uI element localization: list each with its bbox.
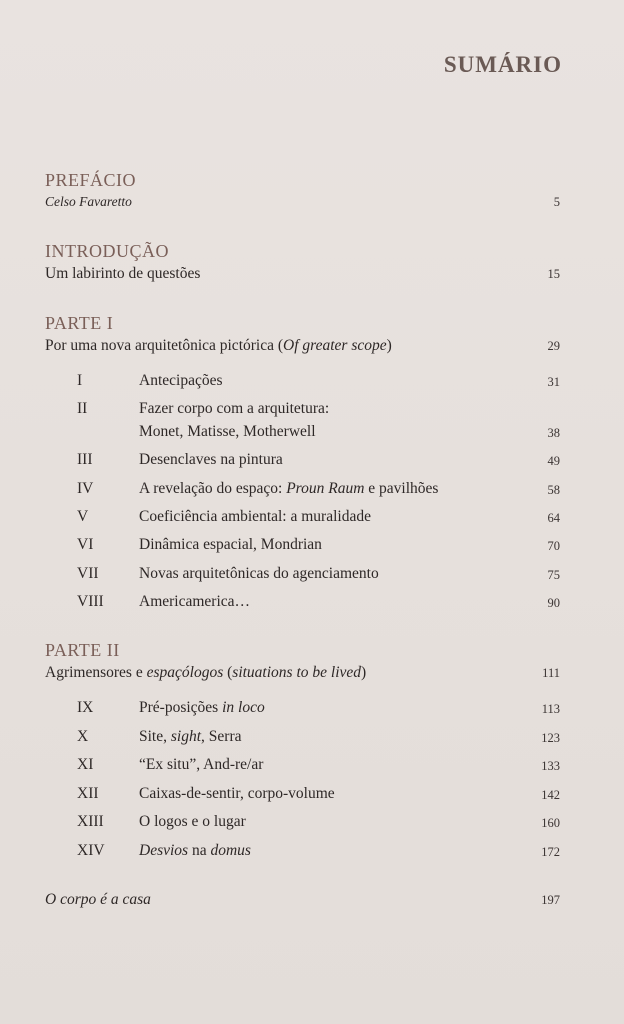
- chapter-number: III: [77, 451, 93, 468]
- parte1-heading: PARTE I: [45, 313, 114, 333]
- page-number: 113: [541, 702, 560, 716]
- parte2-subtitle: Agrimensores e espaçólogos (situations to be lived): [45, 664, 367, 681]
- epilogo-title: O corpo é a casa: [45, 891, 151, 908]
- page-number: 58: [547, 483, 560, 497]
- parte2-heading: PARTE II: [45, 640, 120, 660]
- chapter-number: VII: [77, 565, 99, 582]
- prefacio-line: [45, 194, 560, 210]
- parte2-line: [45, 664, 560, 682]
- page-number: 133: [541, 759, 560, 773]
- page-number: 172: [541, 845, 560, 859]
- page-number: 64: [547, 511, 560, 525]
- prefacio-author: Celso Favaretto: [45, 194, 132, 209]
- page-number: 15: [547, 267, 560, 281]
- chapter-number: IX: [77, 699, 94, 716]
- parte1-subtitle: Por uma nova arquitetônica pictórica (Of greater scope): [45, 337, 392, 354]
- chapter-number: XIV: [77, 842, 105, 859]
- prefacio-heading: PREFÁCIO: [45, 170, 137, 190]
- chapter-number: XII: [77, 785, 99, 802]
- page-number: 38: [547, 426, 560, 440]
- epilogo-line: [45, 891, 560, 909]
- page-number: 90: [547, 596, 560, 610]
- chapter-number: V: [77, 508, 89, 525]
- introducao-heading: INTRODUÇÃO: [45, 241, 169, 261]
- chapter-number: I: [77, 372, 83, 389]
- chapter-title: Coeficiência ambiental: a muralidade: [139, 508, 371, 525]
- chapter-number: X: [77, 728, 89, 745]
- chapter-title: A revelação do espaço: Proun Raum e pavilhões: [139, 480, 439, 497]
- page-number: 142: [541, 788, 560, 802]
- chapter-title: Pré-posições in loco: [139, 699, 265, 716]
- introducao-subtitle: Um labirinto de questões: [45, 265, 201, 282]
- page-number: 111: [542, 666, 560, 680]
- chapter-number: IV: [77, 480, 94, 497]
- chapter-title: Caixas-de-sentir, corpo-volume: [139, 785, 335, 802]
- chapter-title: “Ex situ”, And-re/ar: [139, 756, 264, 773]
- page-number: 29: [547, 339, 560, 353]
- chapter-title: Novas arquitetônicas do agenciamento: [139, 565, 379, 582]
- page-number: 5: [553, 195, 560, 209]
- chapter-number: VI: [77, 536, 94, 553]
- chapter-title: Desvios na domus: [139, 842, 251, 859]
- page-number: 75: [547, 568, 560, 582]
- chapter-title: Americamerica…: [139, 593, 251, 610]
- chapter-title: Fazer corpo com a arquitetura:: [139, 400, 330, 417]
- page-number: 31: [547, 375, 560, 389]
- page-number: 70: [547, 539, 560, 553]
- chapter-number: VIII: [77, 593, 104, 610]
- page-number: 160: [541, 816, 560, 830]
- chapter-number: II: [77, 400, 88, 417]
- page-number: 123: [541, 731, 560, 745]
- page-number: 197: [541, 893, 560, 907]
- parte1-line: [45, 337, 560, 355]
- chapter-title: Site, sight, Serra: [139, 728, 242, 745]
- chapter-number: XI: [77, 756, 94, 773]
- chapter-title: Antecipações: [139, 372, 223, 389]
- chapter-title: Desenclaves na pintura: [139, 451, 283, 468]
- chapter-number: XIII: [77, 813, 104, 830]
- page-number: 49: [547, 454, 560, 468]
- chapter-title-continued: Monet, Matisse, Motherwell: [139, 423, 316, 440]
- introducao-line: [45, 265, 560, 283]
- page-title: SUMÁRIO: [443, 52, 562, 77]
- chapter-title: Dinâmica espacial, Mondrian: [139, 536, 322, 553]
- chapter-title: O logos e o lugar: [139, 813, 246, 830]
